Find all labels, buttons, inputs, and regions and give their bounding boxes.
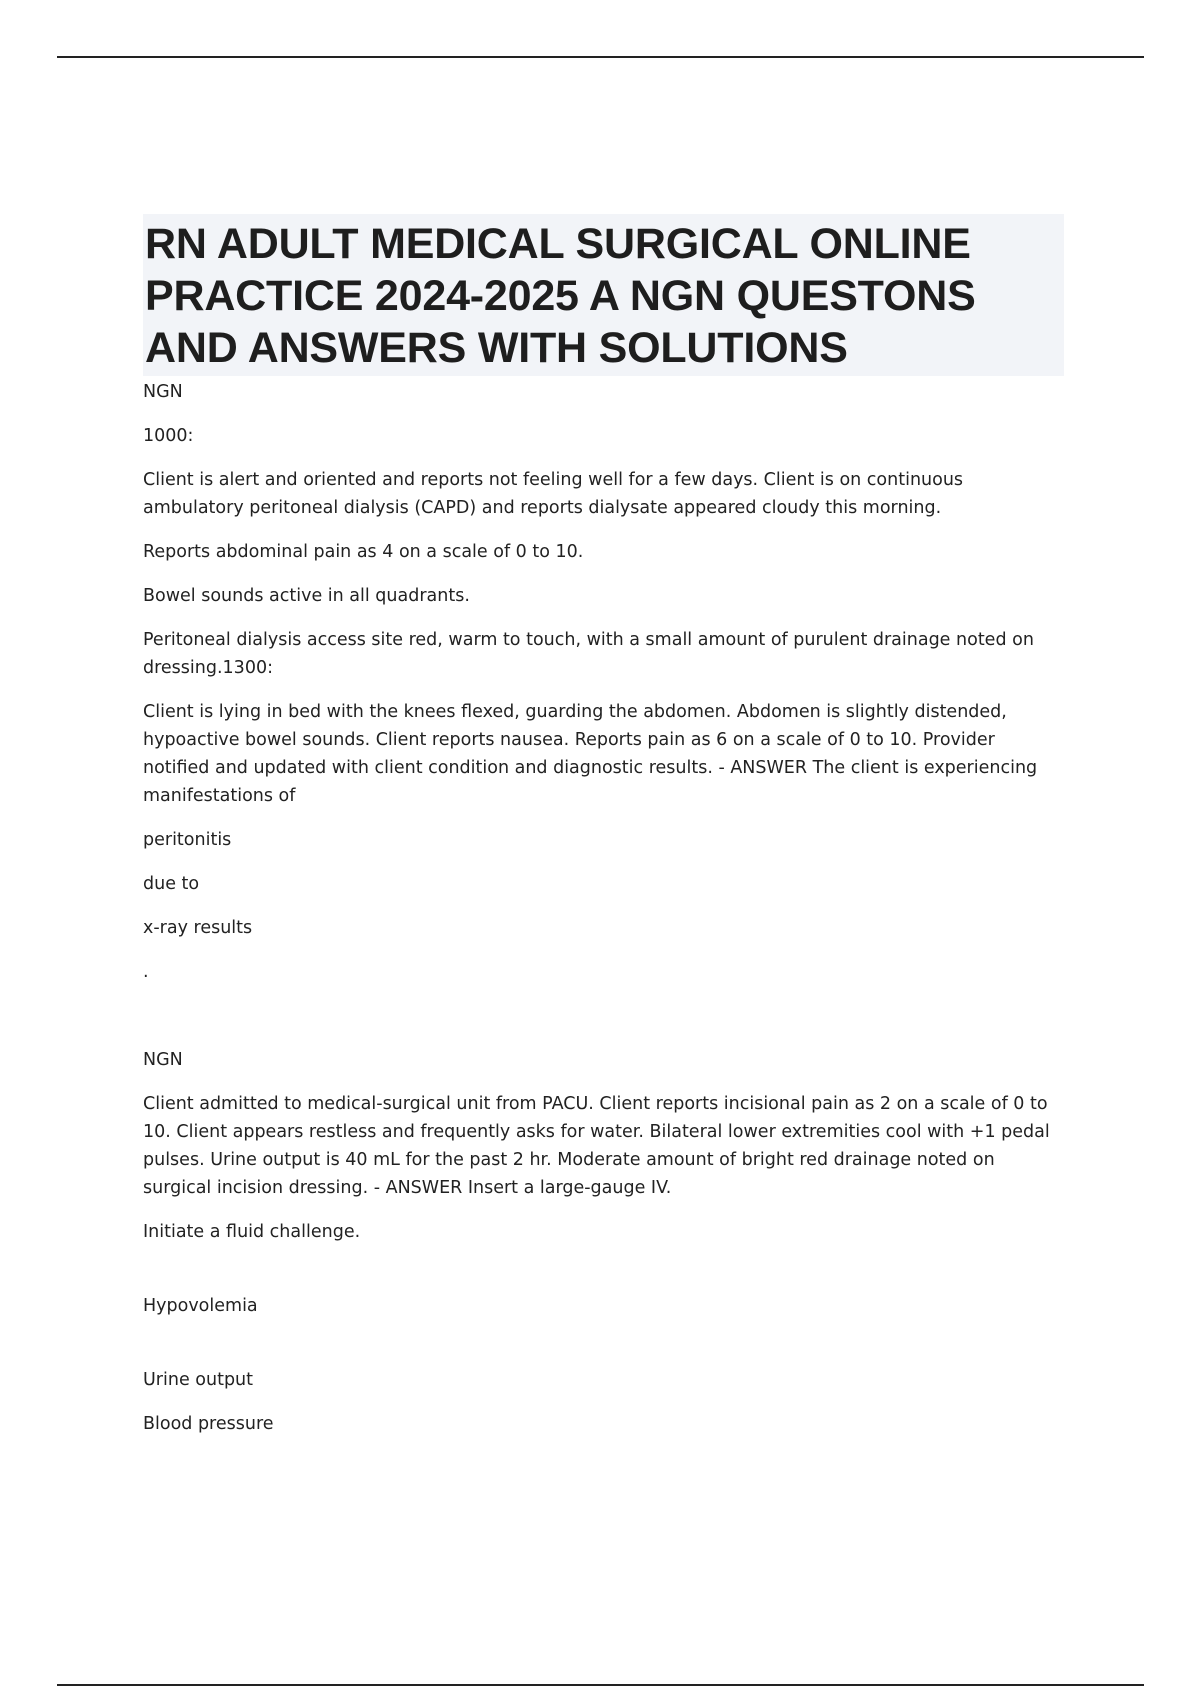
title-line-3: AND ANSWERS WITH SOLUTIONS xyxy=(145,324,848,372)
paragraph: Reports abdominal pain as 4 on a scale of 0 to 10. xyxy=(143,542,584,562)
time-label: 1000: xyxy=(143,426,194,446)
title-line-2: PRACTICE 2024-2025 A NGN QUESTONS xyxy=(145,272,976,320)
section-label: NGN xyxy=(143,1050,183,1070)
spacer xyxy=(143,1336,1063,1366)
document-body xyxy=(143,378,1063,1454)
answer-item: x-ray results xyxy=(143,918,253,938)
top-rule xyxy=(57,56,1144,58)
document-title xyxy=(145,218,1062,374)
paragraph: Client admitted to medical-surgical unit from PACU. Client reports incisional pain as 2 on a scale of 0 to 10. Client appears restless and frequently asks for water. Bilateral lower extremities cool with +1 pedal pulses. Urine output is 40 mL for the past 2 hr. Moderate amount of bright red drainage noted on surgical incision dressing. - ANSWER Insert a large-gauge IV. xyxy=(143,1094,1050,1198)
answer-item: Initiate a fluid challenge. xyxy=(143,1222,361,1242)
document-title-block xyxy=(143,214,1064,376)
bottom-rule xyxy=(57,1684,1144,1686)
spacer xyxy=(143,1002,1063,1046)
answer-item: due to xyxy=(143,874,200,894)
answer-item: peritonitis xyxy=(143,830,232,850)
answer-item: . xyxy=(143,962,149,982)
answer-item: Blood pressure xyxy=(143,1414,274,1434)
spacer xyxy=(143,1262,1063,1292)
paragraph: Client is alert and oriented and reports not feeling well for a few days. Client is on continuous ambulatory peritoneal dialysis (CAPD) and reports dialysate appeared cloudy this morning. xyxy=(143,470,964,518)
title-line-1: RN ADULT MEDICAL SURGICAL ONLINE xyxy=(145,220,971,268)
paragraph: Bowel sounds active in all quadrants. xyxy=(143,586,470,606)
answer-item: Urine output xyxy=(143,1370,254,1390)
answer-item: Hypovolemia xyxy=(143,1296,258,1316)
paragraph: Peritoneal dialysis access site red, warm to touch, with a small amount of purulent drainage noted on dressing.1300: xyxy=(143,630,1034,678)
section-label: NGN xyxy=(143,382,183,402)
paragraph: Client is lying in bed with the knees flexed, guarding the abdomen. Abdomen is slightly distended, hypoactive bowel sounds. Client reports nausea. Reports pain as 6 on a scale of 0 to 10. Provider notified and updated with client condition and diagnostic results. - ANSWER The client is experiencing manifestations of xyxy=(143,702,1038,806)
